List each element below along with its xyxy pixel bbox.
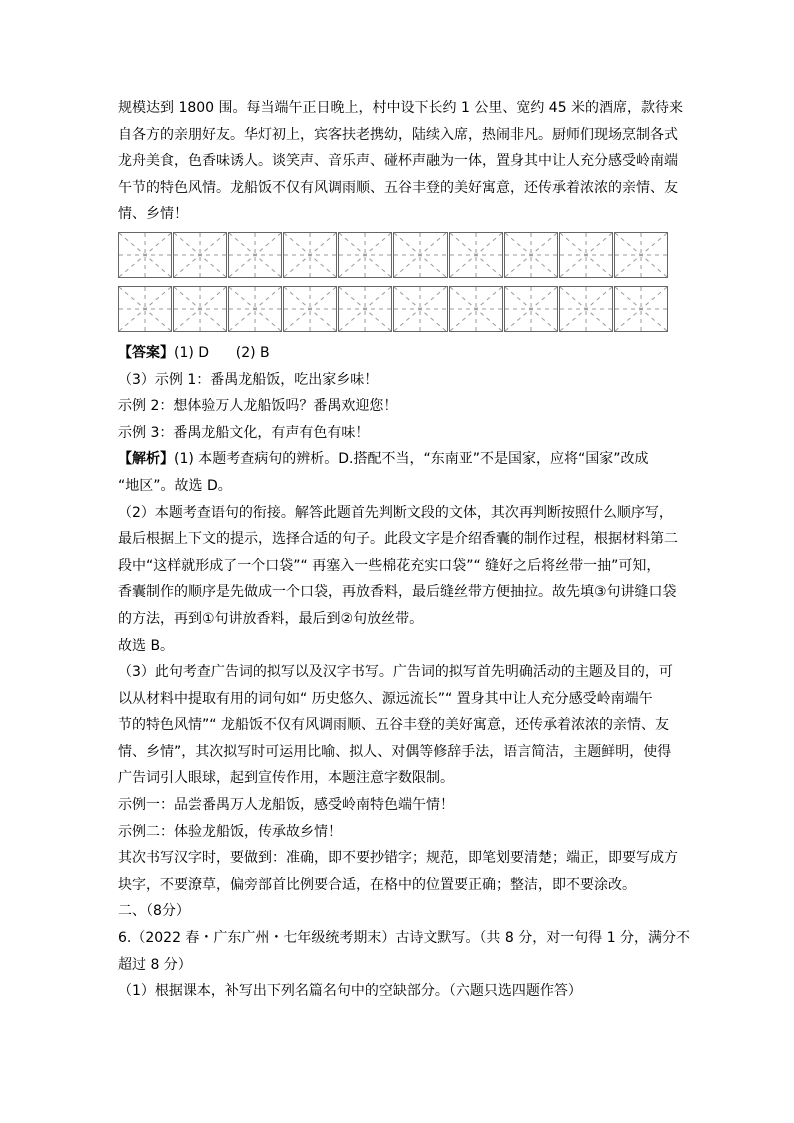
answer-example-line: 示例 3：番禺龙船文化，有声有色有味！	[118, 424, 370, 441]
analysis-line: 其次书写汉字时，要做到：准确，即不要抄错字；规范，即笔划要清楚；端正，即要写成方	[118, 850, 678, 867]
grid-cell	[449, 232, 503, 278]
analysis-line: 最后根据上下文的提示，选择合适的句子。此段文字是介绍香囊的制作过程，根据材料第二	[118, 531, 678, 548]
grid-row-2	[118, 286, 668, 332]
analysis-line: （1）根据课本，补写出下列名篇名句中的空缺部分。（六题只选四题作答）	[118, 983, 582, 1000]
analysis-line: 块字，不要潦草，偏旁部首比例要合适，在格中的位置要正确；整洁，即不要涂改。	[118, 876, 636, 893]
answer-example-line: （3）示例 1：番禺龙船饭，吃出家乡味！	[118, 371, 379, 388]
analysis-line: （2）本题考查语句的衔接。解答此题首先判断文段的文体，其次再判断按照什么顺序写，	[118, 504, 673, 521]
grid-cell	[338, 286, 392, 332]
analysis-line: “地区”。故选 D。	[118, 477, 232, 494]
passage-line: 情、乡情！	[118, 206, 188, 223]
analysis-line: 示例二：体验龙船饭，传承故乡情！	[118, 823, 342, 840]
passage-line: 龙舟美食，色香味诱人。谈笑声、音乐声、碰杯声融为一体，置身其中让人充分感受岭南端	[118, 153, 678, 170]
analysis-line: 超过 8 分）	[118, 956, 192, 973]
grid-cell	[228, 232, 282, 278]
analysis-line: 以从材料中提取有用的词句如“ 历史悠久、源远流长”“ 置身其中让人充分感受岭南端午	[118, 690, 653, 707]
analysis-body	[118, 473, 691, 1005]
grid-cell	[118, 232, 172, 278]
grid-cell	[118, 286, 172, 332]
grid-cell	[338, 232, 392, 278]
grid-cell	[228, 286, 282, 332]
grid-cell	[504, 286, 558, 332]
analysis-line: 6.（2022 春・广东广州・七年级统考期末）古诗文默写。（共 8 分，对一句得 1 分，满分不	[118, 930, 691, 947]
analysis-first-line	[118, 446, 676, 473]
analysis-line: （3）此句考查广告词的拟写以及汉字书写。广告词的拟写首先明确活动的主题及目的，可	[118, 664, 673, 681]
grid-cell	[173, 286, 227, 332]
grid-row-1	[118, 232, 668, 278]
grid-cell	[504, 232, 558, 278]
grid-cell	[614, 232, 668, 278]
answer-choices: (1) D (2) B	[174, 344, 270, 361]
answer-tag: 【答案】	[118, 344, 174, 361]
grid-cell	[559, 286, 613, 332]
analysis-line: 节的特色风情”“ 龙船饭不仅有风调雨顺、五谷丰登的美好寓意，还传承着浓浓的亲情、友	[118, 717, 669, 734]
analysis-line: 的方法，再到①句讲放香料，最后到②句放丝带。	[118, 610, 424, 627]
passage-line: 规模达到 1800 围。每当端午正日晚上，村中设下长约 1 公里、宽约 45 米的酒席，款待来	[118, 100, 684, 116]
analysis-line: 广告词引人眼球，起到宣传作用，本题注意字数限制。	[118, 770, 454, 787]
writing-grid	[118, 232, 676, 332]
analysis-first-text: (1) 本题考查病句的辨析。D.搭配不当，“东南亚”不是国家，应将“国家”改成	[174, 451, 649, 468]
answer-line	[118, 340, 676, 367]
analysis-line: 故选 B。	[118, 637, 175, 654]
passage-line: 午节的特色风情。龙船饭不仅有风调雨顺、五谷丰登的美好寓意，还传承着浓浓的亲情、友	[118, 179, 678, 196]
analysis-line: 段中“这样就形成了一个口袋”“ 再塞入一些棉花充实口袋”“ 缝好之后将丝带一抽”可知，	[118, 557, 661, 574]
passage-line: 自各方的亲朋好友。华灯初上，宾客扶老携幼，陆续入席，热闹非凡。厨师们现场烹制各式	[118, 126, 678, 143]
grid-cell	[173, 232, 227, 278]
document-page	[118, 95, 691, 1005]
grid-cell	[559, 232, 613, 278]
answer-example-line: 示例 2：想体验万人龙船饭吗？番禺欢迎您！	[118, 398, 398, 415]
grid-cell	[393, 232, 447, 278]
grid-cell	[614, 286, 668, 332]
analysis-line: 示例一：品尝番禺万人龙船饭，感受岭南特色端午情！	[118, 797, 454, 814]
grid-cell	[449, 286, 503, 332]
analysis-tag: 【解析】	[118, 451, 174, 468]
grid-cell	[283, 286, 337, 332]
grid-cell	[283, 232, 337, 278]
analysis-line: 二、（8分）	[118, 903, 190, 920]
answer-examples	[118, 367, 676, 447]
analysis-line: 香囊制作的顺序是先做成一个口袋，再放香料，最后缝丝带方便抽拉。故先填③句讲缝口袋	[118, 584, 677, 601]
passage	[118, 95, 684, 228]
grid-cell	[393, 286, 447, 332]
analysis-line: 情、乡情”，其次拟写时可运用比喻、拟人、对偶等修辞手法，语言简洁，主题鲜明，使得	[118, 743, 672, 760]
